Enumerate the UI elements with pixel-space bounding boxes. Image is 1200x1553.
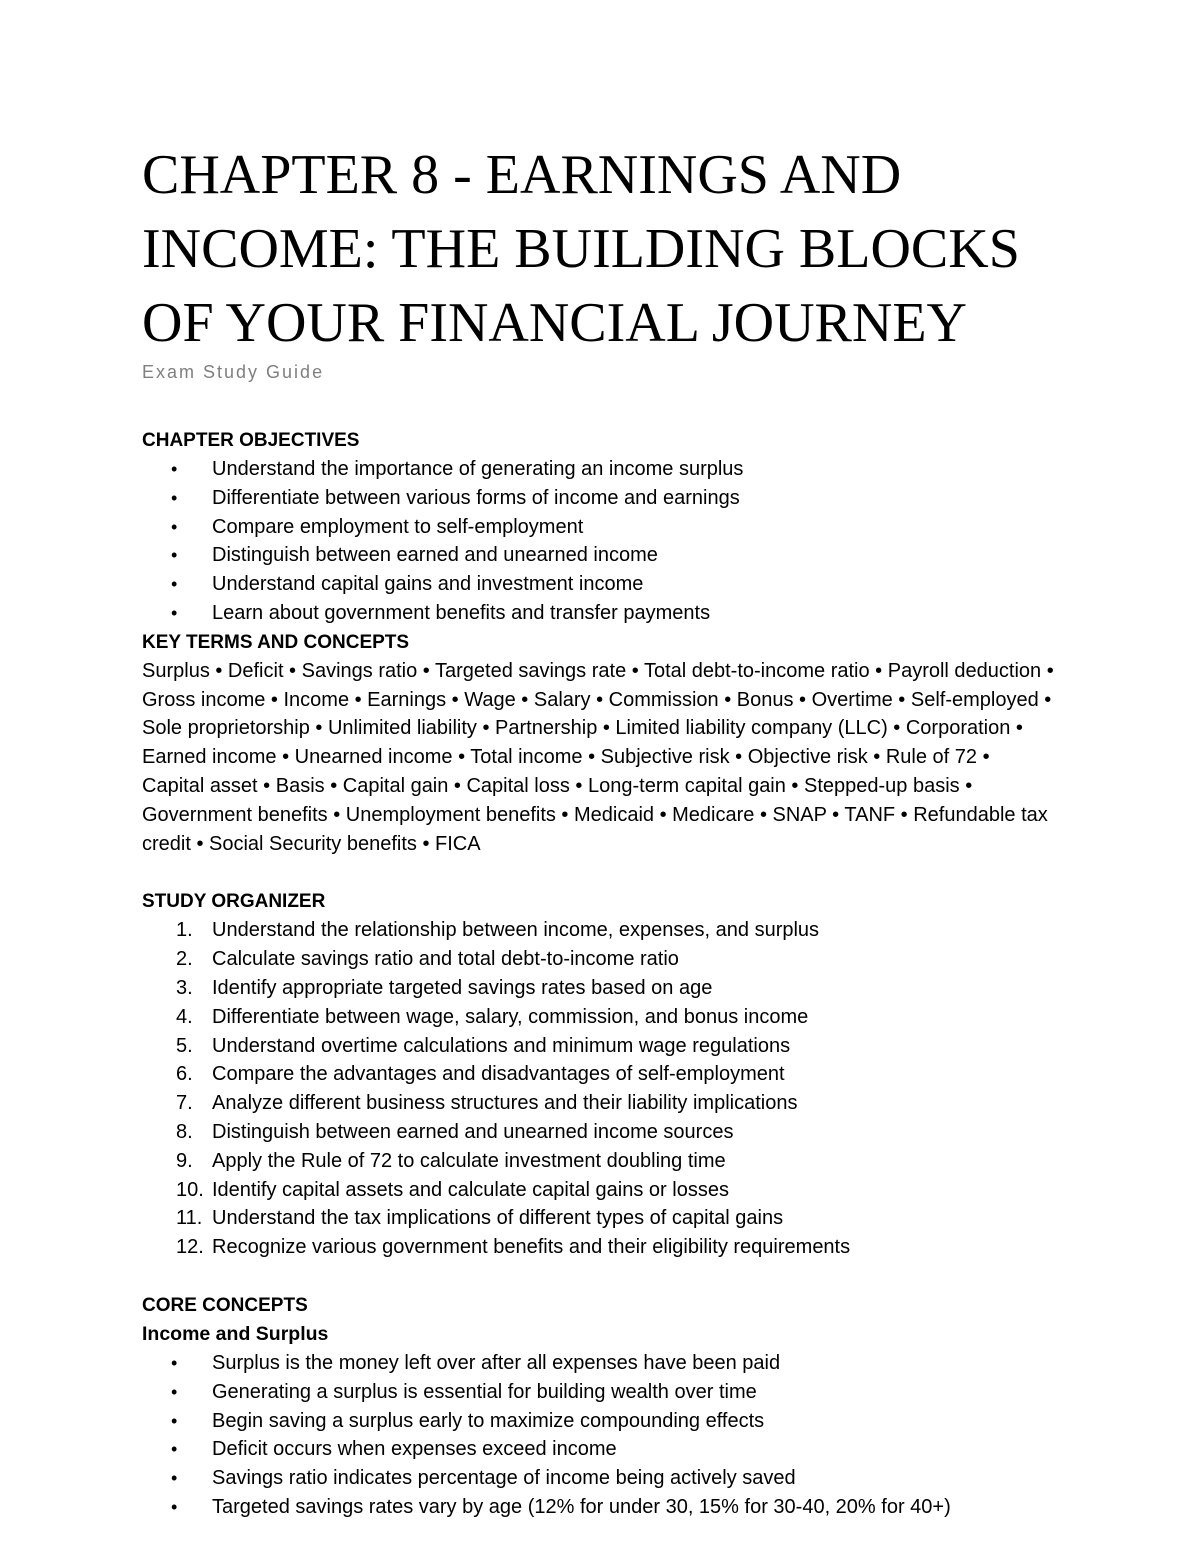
list-number: 4. — [176, 1005, 193, 1028]
chapter-title-line: CHAPTER 8 - EARNINGS AND — [142, 144, 902, 206]
list-item: 3. Identify appropriate targeted savings rates based on age — [142, 974, 1072, 1003]
list-number: 3. — [176, 976, 193, 999]
list-item: • Understand the importance of generating an income surplus — [142, 455, 1072, 484]
list-item: • Compare employment to self-employment — [142, 513, 1072, 542]
list-number: 10. — [176, 1178, 204, 1201]
list-item: 1. Understand the relationship between income, expenses, and surplus — [142, 916, 1072, 945]
list-item: • Generating a surplus is essential for building wealth over time — [142, 1378, 1072, 1407]
bullet-icon: • — [171, 574, 178, 595]
income-surplus-list — [142, 1349, 1072, 1522]
bullet-icon: • — [171, 459, 178, 479]
objectives-list — [142, 455, 1072, 628]
chapter-title — [142, 138, 1072, 360]
list-item: 7. Analyze different business structures and their liability implications — [142, 1089, 1072, 1118]
document-page — [142, 138, 1072, 1522]
bullet-icon: • — [171, 1381, 178, 1402]
bullet-icon: • — [171, 1468, 178, 1489]
list-item: • Deficit occurs when expenses exceed income — [142, 1435, 1072, 1464]
list-item: • Savings ratio indicates percentage of income being actively saved — [142, 1464, 1072, 1493]
list-item: 2. Calculate savings ratio and total debt-to-income ratio — [142, 945, 1072, 974]
bullet-icon: • — [171, 487, 178, 508]
bullet-icon: • — [171, 1410, 178, 1431]
list-item: 9. Apply the Rule of 72 to calculate investment doubling time — [142, 1147, 1072, 1176]
bullet-icon: • — [171, 516, 178, 537]
list-item: 4. Differentiate between wage, salary, commission, and bonus income — [142, 1003, 1072, 1032]
bullet-icon: • — [171, 602, 178, 623]
core-concepts-heading: CORE CONCEPTS — [142, 1294, 308, 1316]
list-item: • Targeted savings rates vary by age (12% for under 30, 15% for 30-40, 20% for 40+) — [142, 1493, 1072, 1522]
bullet-icon: • — [171, 1439, 178, 1460]
list-number: 11. — [176, 1207, 203, 1230]
list-item: 12. Recognize various government benefits and their eligibility requirements — [142, 1233, 1072, 1262]
list-number: 7. — [176, 1092, 193, 1115]
list-item: 11. Understand the tax implications of different types of capital gains — [142, 1204, 1072, 1233]
document-subtitle: Exam Study Guide — [142, 362, 325, 382]
bullet-icon: • — [171, 1352, 178, 1373]
list-item: • Learn about government benefits and transfer payments — [142, 599, 1072, 628]
key-terms-heading: KEY TERMS AND CONCEPTS — [142, 631, 410, 653]
list-item: • Surplus is the money left over after all expenses have been paid — [142, 1349, 1072, 1378]
list-number: 1. — [176, 919, 193, 942]
list-item: 6. Compare the advantages and disadvantages of self-employment — [142, 1060, 1072, 1089]
list-item: • Distinguish between earned and unearned income — [142, 541, 1072, 570]
list-number: 12. — [176, 1236, 204, 1259]
chapter-title-line: INCOME: THE BUILDING BLOCKS — [142, 218, 1020, 280]
list-number: 9. — [176, 1149, 193, 1172]
chapter-title-line: OF YOUR FINANCIAL JOURNEY — [142, 292, 967, 354]
list-item: • Understand capital gains and investment income — [142, 570, 1072, 599]
list-number: 2. — [176, 948, 193, 971]
study-organizer-heading: STUDY ORGANIZER — [142, 891, 326, 913]
list-number: 5. — [176, 1034, 193, 1057]
list-item: • Begin saving a surplus early to maximize compounding effects — [142, 1407, 1072, 1436]
study-organizer-list — [142, 916, 1072, 1262]
list-item: • Differentiate between various forms of income and earnings — [142, 484, 1072, 513]
bullet-icon: • — [171, 1496, 178, 1517]
objectives-heading: CHAPTER OBJECTIVES — [142, 430, 360, 451]
bullet-icon: • — [171, 545, 178, 566]
key-terms-text: Surplus • Deficit • Savings ratio • Targeted savings rate • Total debt-to-income ratio • Payroll deduction • Gross income • Income • Earnings • Wage • Salary • Commission • Bonus • Overtime • Self-employed • Sole proprietorship • Unlimited liability • Partnership • Limited liability company (LLC) • Corporation • Earned income • Unearned income • Total income • Subjective risk • Objective risk • Rule of 72 • Capital asset • Basis • Capital gain • Capital loss • Long-term capital gain • Stepped-up basis • Government benefits • Unemployment benefits • Medicaid • Medicare • SNAP • TANF • Refundable tax credit • Social Security benefits • FICA — [142, 659, 1054, 855]
list-item: 8. Distinguish between earned and unearned income sources — [142, 1118, 1072, 1147]
income-surplus-subheading: Income and Surplus — [142, 1322, 329, 1345]
list-number: 8. — [176, 1120, 193, 1143]
list-item: 5. Understand overtime calculations and minimum wage regulations — [142, 1032, 1072, 1061]
list-number: 6. — [176, 1063, 193, 1086]
list-item: 10. Identify capital assets and calculate capital gains or losses — [142, 1176, 1072, 1205]
